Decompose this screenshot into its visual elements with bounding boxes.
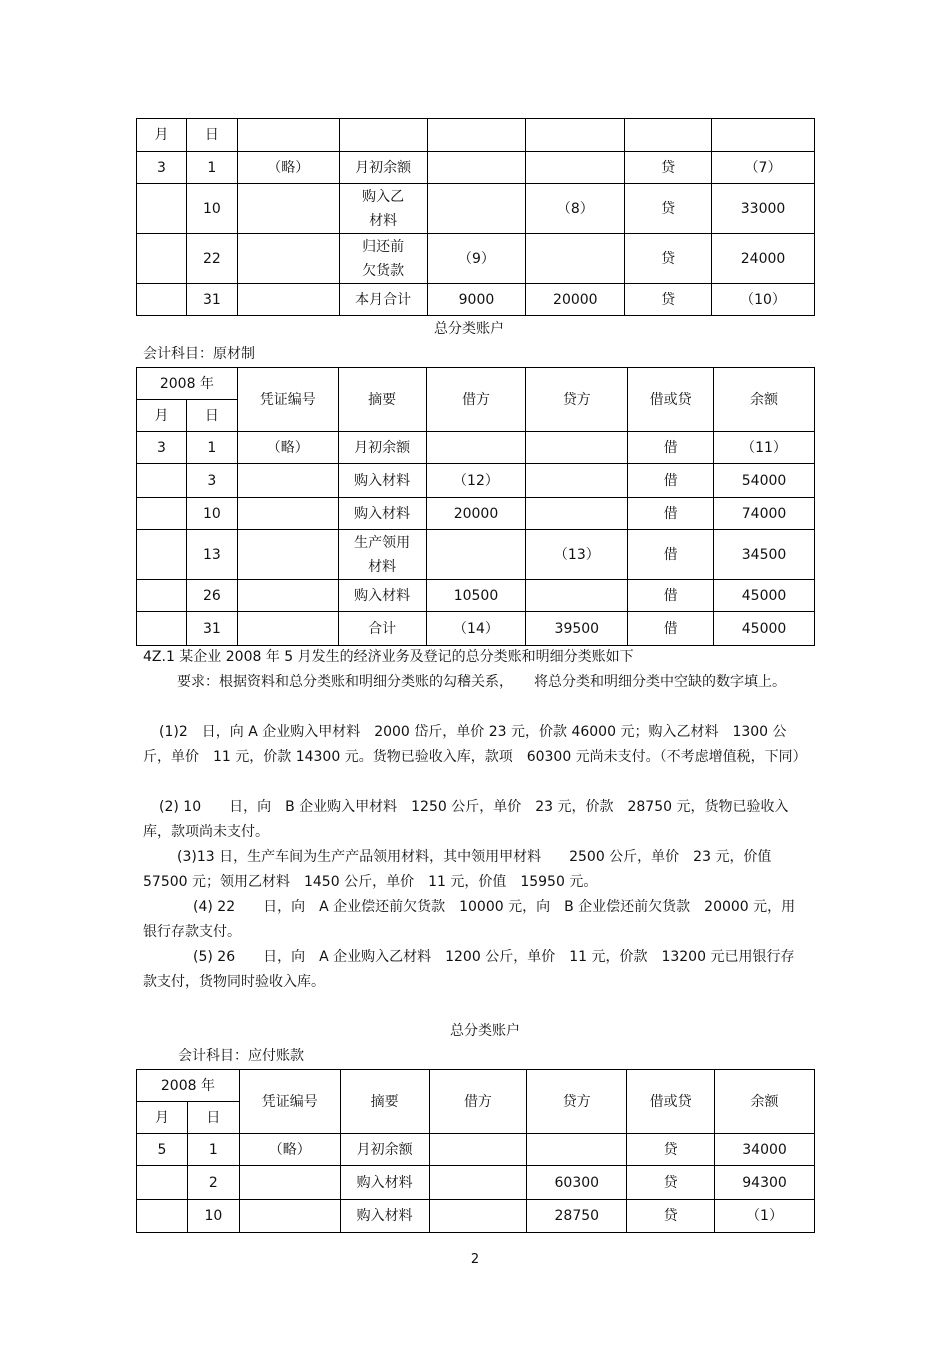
cell-day: 31 bbox=[186, 284, 237, 316]
cell-debit bbox=[427, 152, 526, 184]
cell-balance: 33000 bbox=[712, 184, 815, 234]
header-credit: 贷方 bbox=[527, 1070, 627, 1134]
cell-day: 26 bbox=[186, 580, 237, 612]
cell-credit: （13） bbox=[526, 530, 628, 580]
ledger-table-continued bbox=[136, 118, 815, 316]
cell-voucher bbox=[237, 234, 339, 284]
cell-voucher bbox=[239, 1200, 340, 1233]
cell-voucher: （略） bbox=[237, 432, 338, 464]
cell-dc: 贷 bbox=[625, 152, 712, 184]
problem-heading: 4Z.1 某企业 2008 年 5 月发生的经济业务及登记的总分类账和明细分类账如下 bbox=[143, 649, 634, 665]
cell-month: 5 bbox=[137, 1134, 188, 1166]
cell-debit: 20000 bbox=[426, 498, 526, 530]
cell-voucher bbox=[237, 530, 338, 580]
cell-debit bbox=[429, 1134, 527, 1166]
cell-credit: 28750 bbox=[527, 1200, 627, 1233]
cell-month bbox=[137, 184, 187, 234]
cell-month bbox=[137, 234, 187, 284]
cell-day: 10 bbox=[186, 184, 237, 234]
problem-item-4: (4) 22 日，向 A 企业偿还前欠货款 10000 元，向 B 企业偿还前欠货款 20000 元，用银行存款支付。 bbox=[143, 899, 796, 940]
cell-month bbox=[137, 498, 187, 530]
header-month: 月 bbox=[137, 400, 187, 432]
header-year: 2008 年 bbox=[137, 368, 238, 400]
cell-balance: 34000 bbox=[715, 1134, 815, 1166]
ledger-title: 总分类账户 bbox=[434, 321, 504, 337]
cell-debit bbox=[426, 530, 526, 580]
cell-balance: （1） bbox=[715, 1200, 815, 1233]
cell-day: 22 bbox=[186, 234, 237, 284]
cell-summary: 购入材料 bbox=[340, 1166, 429, 1200]
header-month: 月 bbox=[137, 119, 187, 152]
cell-month: 3 bbox=[137, 432, 187, 464]
cell-dc: 贷 bbox=[627, 1166, 715, 1200]
cell-month bbox=[137, 1200, 188, 1233]
cell-day: 10 bbox=[186, 498, 237, 530]
ledger-table-accounts-payable bbox=[136, 1069, 815, 1233]
cell-dc: 贷 bbox=[627, 1134, 715, 1166]
cell-balance: （11） bbox=[714, 432, 815, 464]
cell-balance: （10） bbox=[712, 284, 815, 316]
cell-summary: 购入材料 bbox=[338, 580, 426, 612]
header-voucher: 凭证编号 bbox=[237, 368, 338, 432]
cell-day: 1 bbox=[186, 432, 237, 464]
header-day: 日 bbox=[186, 119, 237, 152]
cell-credit bbox=[526, 464, 628, 498]
cell-month bbox=[137, 1166, 188, 1200]
header-dc: 借或贷 bbox=[628, 368, 714, 432]
cell-credit: 20000 bbox=[526, 284, 625, 316]
cell-debit bbox=[426, 432, 526, 464]
cell-credit bbox=[526, 234, 625, 284]
cell-dc: 贷 bbox=[625, 284, 712, 316]
header-year: 2008 年 bbox=[137, 1070, 240, 1102]
cell-day: 31 bbox=[186, 612, 237, 646]
cell-debit: （12） bbox=[426, 464, 526, 498]
cell-month: 3 bbox=[137, 152, 187, 184]
problem-item-2: (2) 10 日，向 B 企业购入甲材料 1250 公斤，单价 23 元，价款 28750 元，货物已验收入库，款项尚未支付。 bbox=[143, 799, 789, 840]
cell-debit bbox=[429, 1200, 527, 1233]
cell-dc: 借 bbox=[628, 498, 714, 530]
cell-day: 10 bbox=[187, 1200, 239, 1233]
cell-month bbox=[137, 612, 187, 646]
cell-dc: 借 bbox=[628, 432, 714, 464]
header-balance: 余额 bbox=[715, 1070, 815, 1134]
cell-summary: 本月合计 bbox=[339, 284, 427, 316]
cell-debit: （14） bbox=[426, 612, 526, 646]
cell-balance: 54000 bbox=[714, 464, 815, 498]
cell-debit: 10500 bbox=[426, 580, 526, 612]
cell-voucher bbox=[237, 580, 338, 612]
cell-voucher bbox=[237, 498, 338, 530]
cell-month bbox=[137, 580, 187, 612]
cell-day: 1 bbox=[187, 1134, 239, 1166]
page-number: 2 bbox=[470, 1252, 480, 1267]
cell-credit bbox=[526, 152, 625, 184]
cell-voucher bbox=[237, 284, 339, 316]
cell-credit bbox=[526, 498, 628, 530]
cell-dc: 借 bbox=[628, 612, 714, 646]
cell-credit: 60300 bbox=[527, 1166, 627, 1200]
cell-debit: （9） bbox=[427, 234, 526, 284]
cell-voucher: （略） bbox=[239, 1134, 340, 1166]
cell-summary: 归还前欠货款 bbox=[339, 234, 427, 284]
problem-item-3: (3)13 日，生产车间为生产产品领用材料，其中领用甲材料 2500 公斤，单价 23 元，价值 57500 元；领用乙材料 1450 公斤，单价 11 元，价值 15950 元。 bbox=[143, 849, 772, 890]
cell-summary: 合计 bbox=[338, 612, 426, 646]
header-credit: 贷方 bbox=[526, 368, 628, 432]
cell-credit bbox=[526, 432, 628, 464]
cell-dc: 借 bbox=[628, 580, 714, 612]
cell-dc: 贷 bbox=[625, 184, 712, 234]
cell-balance: 45000 bbox=[714, 580, 815, 612]
cell-credit bbox=[526, 580, 628, 612]
cell-summary: 购入材料 bbox=[340, 1200, 429, 1233]
problem-item-1: (1)2 日，向 A 企业购入甲材料 2000 岱斤，单价 23 元，价款 46000 元；购入乙材料 1300 公斤，单价 11 元，价款 14300 元。货物已验收入库，款项 60300 元尚未支付。（不考虑增值税，下同） bbox=[143, 724, 807, 765]
header-dc: 借或贷 bbox=[627, 1070, 715, 1134]
cell-credit: 39500 bbox=[526, 612, 628, 646]
cell-credit bbox=[527, 1134, 627, 1166]
cell-summary: 购入材料 bbox=[338, 498, 426, 530]
cell-dc: 贷 bbox=[625, 234, 712, 284]
header-summary: 摘要 bbox=[338, 368, 426, 432]
ledger-table-raw-materials bbox=[136, 367, 815, 646]
header-voucher: 凭证编号 bbox=[239, 1070, 340, 1134]
header-month: 月 bbox=[137, 1102, 188, 1134]
cell-debit: 9000 bbox=[427, 284, 526, 316]
cell-day: 1 bbox=[186, 152, 237, 184]
header-balance: 余额 bbox=[714, 368, 815, 432]
cell-summary: 购入材料 bbox=[338, 464, 426, 498]
problem-item-5: (5) 26 日，向 A 企业购入乙材料 1200 公斤，单价 11 元，价款 13200 元已用银行存款支付，货物同时验收入库。 bbox=[143, 949, 795, 990]
cell-summary: 生产领用材料 bbox=[338, 530, 426, 580]
cell-credit: （8） bbox=[526, 184, 625, 234]
header-day: 日 bbox=[186, 400, 237, 432]
header-debit: 借方 bbox=[429, 1070, 527, 1134]
cell-month bbox=[137, 530, 187, 580]
cell-summary: 月初余额 bbox=[339, 152, 427, 184]
cell-balance: 34500 bbox=[714, 530, 815, 580]
cell-dc: 借 bbox=[628, 530, 714, 580]
cell-voucher: （略） bbox=[237, 152, 339, 184]
cell-day: 2 bbox=[187, 1166, 239, 1200]
cell-day: 13 bbox=[186, 530, 237, 580]
cell-debit bbox=[429, 1166, 527, 1200]
cell-balance: 45000 bbox=[714, 612, 815, 646]
account-subject: 会计科目：应付账款 bbox=[178, 1048, 304, 1064]
cell-dc: 借 bbox=[628, 464, 714, 498]
problem-requirement: 要求：根据资料和总分类账和明细分类账的勾稽关系， 将总分类和明细分类中空缺的数字填上。 bbox=[177, 674, 786, 690]
cell-voucher bbox=[237, 184, 339, 234]
cell-summary: 购入乙材料 bbox=[339, 184, 427, 234]
cell-balance: （7） bbox=[712, 152, 815, 184]
ledger-title: 总分类账户 bbox=[450, 1023, 520, 1039]
cell-voucher bbox=[237, 464, 338, 498]
header-debit: 借方 bbox=[426, 368, 526, 432]
cell-day: 3 bbox=[186, 464, 237, 498]
header-summary: 摘要 bbox=[340, 1070, 429, 1134]
cell-dc: 贷 bbox=[627, 1200, 715, 1233]
cell-balance: 94300 bbox=[715, 1166, 815, 1200]
cell-balance: 24000 bbox=[712, 234, 815, 284]
cell-summary: 月初余额 bbox=[340, 1134, 429, 1166]
cell-month bbox=[137, 464, 187, 498]
cell-voucher bbox=[239, 1166, 340, 1200]
cell-balance: 74000 bbox=[714, 498, 815, 530]
header-day: 日 bbox=[187, 1102, 239, 1134]
cell-debit bbox=[427, 184, 526, 234]
cell-voucher bbox=[237, 612, 338, 646]
account-subject: 会计科目：原材制 bbox=[143, 346, 255, 362]
cell-month bbox=[137, 284, 187, 316]
cell-summary: 月初余额 bbox=[338, 432, 426, 464]
